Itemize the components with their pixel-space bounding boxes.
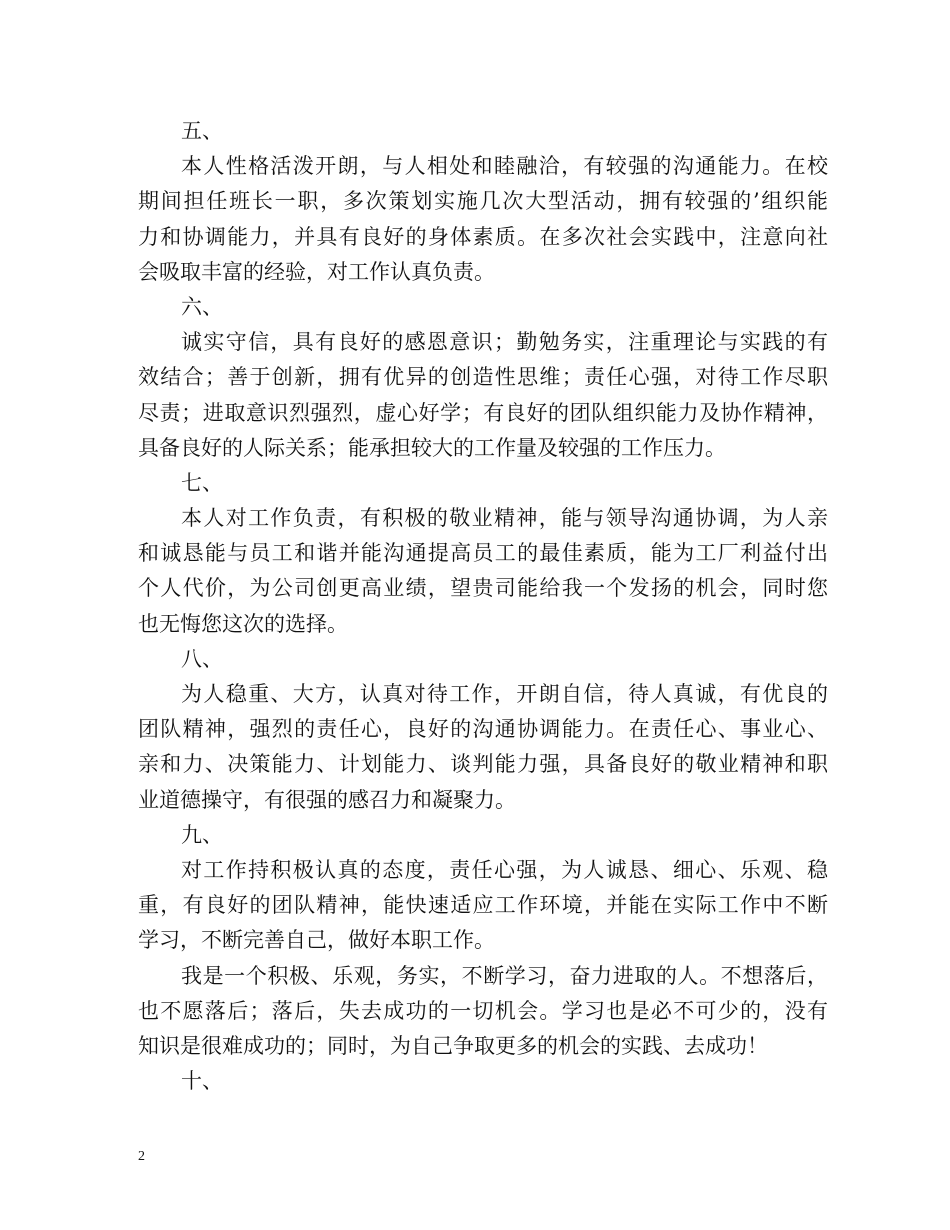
text-line: 也无悔您这次的选择。 [138, 611, 348, 636]
section-9 [138, 818, 828, 1064]
section-heading: 六、 [181, 294, 223, 319]
text-line: 团队精神，强烈的责任心，良好的沟通协调能力。在责任心、事业心、 [138, 717, 828, 742]
text-line: 重，有良好的团队精神，能快速适应工作环境，并能在实际工作中不断 [138, 893, 828, 918]
text-line: 为人稳重、大方，认真对待工作，开朗自信，待人真诚，有优良的 [181, 682, 828, 706]
paragraph [138, 149, 828, 290]
page-number: 2 [138, 1149, 145, 1164]
text-line: 知识是很难成功的；同时，为自己争取更多的机会的实践、去成功！ [138, 1033, 768, 1058]
paragraph [138, 501, 828, 642]
text-line: 力和协调能力，并具有良好的身体素质。在多次社会实践中，注意向社 [138, 224, 828, 249]
text-line: 和诚恳能与员工和谐并能沟通提高员工的最佳素质，能为工厂利益付出 [138, 541, 828, 566]
text-line: 我是一个积极、乐观，务实，不断学习，奋力进取的人。不想落后， [181, 963, 828, 988]
section-heading: 八、 [181, 646, 223, 671]
paragraph [138, 677, 828, 818]
section-5 [138, 114, 828, 290]
text-line: 对工作持积极认真的态度，责任心强，为人诚恳、细心、乐观、稳 [181, 857, 828, 882]
text-line: 本人对工作负责，有积极的敬业精神，能与领导沟通协调，为人亲 [181, 506, 828, 531]
section-heading: 七、 [181, 470, 223, 495]
section-10 [138, 1064, 828, 1099]
text-line: 个人代价，为公司创更高业绩，望贵司能给我一个发扬的机会，同时您 [138, 576, 828, 601]
paragraph [138, 959, 828, 1065]
paragraph [138, 853, 828, 959]
text-line: 学习，不断完善自己，做好本职工作。 [138, 928, 495, 953]
text-line: 亲和力、决策能力、计划能力、谈判能力强，具备良好的敬业精神和职 [138, 752, 828, 777]
section-6 [138, 290, 828, 466]
document-body [138, 114, 828, 1099]
section-heading: 十、 [181, 1069, 223, 1094]
text-line: 尽责；进取意识烈强烈，虚心好学；有良好的团队组织能力及协作精神， [138, 400, 828, 425]
text-line: 期间担任班长一职，多次策划实施几次大型活动，拥有较强的’组织能 [138, 189, 828, 214]
text-line: 也不愿落后；落后，失去成功的一切机会。学习也是必不可少的，没有 [138, 998, 828, 1023]
section-8 [138, 642, 828, 818]
text-line: 效结合；善于创新，拥有优异的创造性思维；责任心强，对待工作尽职 [138, 365, 828, 390]
section-heading: 五、 [181, 119, 223, 143]
text-line: 本人性格活泼开朗，与人相处和睦融洽，有较强的沟通能力。在校 [181, 154, 828, 179]
text-line: 会吸取丰富的经验，对工作认真负责。 [138, 259, 495, 284]
section-heading: 九、 [181, 822, 223, 847]
section-7 [138, 466, 828, 642]
paragraph [138, 325, 828, 466]
text-line: 诚实守信，具有良好的感恩意识；勤勉务实，注重理论与实践的有 [181, 330, 828, 355]
text-line: 业道德操守，有很强的感召力和凝聚力。 [138, 787, 516, 812]
text-line: 具备良好的人际关系；能承担较大的工作量及较强的工作压力。 [138, 435, 726, 460]
